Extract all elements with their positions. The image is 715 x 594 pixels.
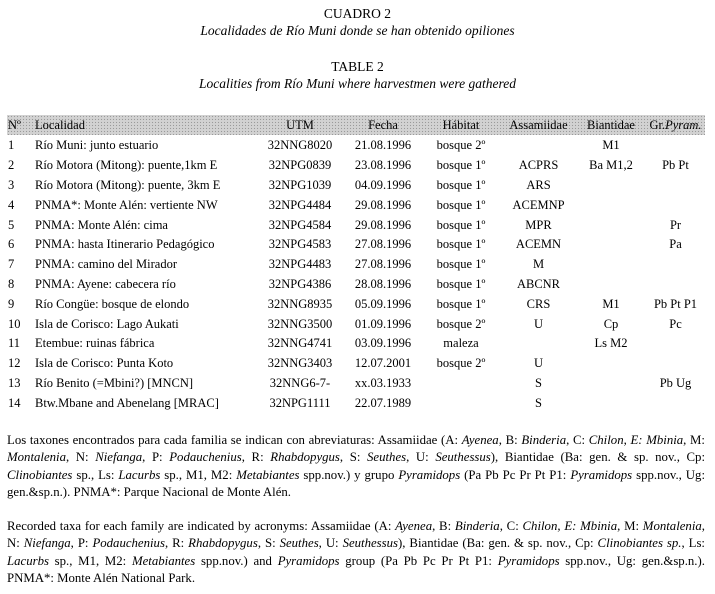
note-segment: Ayenea: [461, 433, 499, 447]
cell-assamiidae: CRS: [526, 296, 551, 311]
note-segment: Los taxones encontrados para cada familia se indican con abreviaturas: Assamiidae (A:: [7, 433, 462, 447]
cell-fecha: xx.03.1933: [354, 375, 412, 390]
cell-habitat: bosque 1º: [436, 276, 486, 291]
note-segment: Recorded taxa for each family are indicated by acronyms: Assamiidae (A:: [7, 519, 396, 533]
note-segment: Pyramidops: [277, 553, 340, 568]
note-segment: Clinobiantes: [7, 467, 73, 482]
header-assamiidae: Assamiidae: [509, 117, 568, 132]
cell-localidad: Río Motora (Mitong): puente,1km E: [35, 158, 218, 173]
cell-assamiidae: [501, 135, 576, 156]
header-biantidae: Biantidae: [587, 117, 635, 132]
note-segment: ), Biantidae (Ba: gen. & sp. nov., Cp:: [490, 450, 705, 465]
cell-fecha: 03.09.1996: [354, 336, 412, 351]
cell-localidad: PNMA: Ayene: cabecera río: [35, 276, 176, 291]
note-segment: , M:: [683, 433, 705, 447]
cell-utm: 32NNG6-7-: [269, 375, 331, 390]
cell-fecha: 28.08.1996: [354, 276, 412, 291]
cell-habitat: bosque 1º: [436, 177, 486, 192]
header-localidad: Localidad: [35, 117, 85, 132]
cell-biantidae: Ls M2: [594, 336, 628, 351]
cell-gr-pyram: [646, 135, 705, 156]
cell-utm: 32NPG1111: [269, 395, 331, 410]
cell-gr-pyram: [646, 334, 705, 354]
cell-number: 3: [8, 177, 15, 192]
cell-biantidae: [576, 176, 646, 196]
cell-gr-pyram: Pc: [669, 316, 682, 331]
cell-localidad: Btw.Mbane and Abenelang [MRAC]: [35, 395, 219, 410]
note-segment: sp., Ls:: [72, 467, 119, 482]
note-segment: , U:: [406, 450, 436, 465]
cell-localidad: Río Benito (=Mbini?) [MNCN]: [35, 375, 194, 390]
note-segment: Chilon, E: Mbinia: [588, 433, 684, 447]
cell-assamiidae: M: [532, 257, 545, 272]
note-segment: spp.nov.) and: [195, 553, 278, 568]
note-segment: Binderia: [454, 519, 500, 533]
note-segment: (Pa Pb Pc Pr Pt P1:: [460, 467, 571, 482]
table-row: [7, 354, 705, 374]
cell-gr-pyram: [646, 255, 705, 275]
note-segment: Clinobiantes sp.: [597, 536, 682, 551]
note-segment: Chilon, E: Mbinia: [522, 519, 618, 533]
cell-biantidae: M1: [602, 138, 620, 153]
header-fecha: Fecha: [368, 117, 398, 132]
cell-biantidae: [576, 393, 646, 413]
note-segment: Rhabdopygus: [270, 450, 340, 465]
table-row: [7, 314, 705, 334]
note-segment: Niefanga: [23, 536, 71, 551]
cell-localidad: Río Muni: junto estuario: [35, 138, 159, 153]
caption-title-english: TABLE 2: [331, 59, 384, 74]
cell-number: 11: [8, 336, 21, 351]
note-segment: Rhabdopygus: [188, 536, 258, 551]
note-segment: , M:: [617, 519, 643, 533]
cell-assamiidae: S: [535, 395, 542, 410]
note-segment: Metabiantes: [131, 553, 196, 568]
caption-title-spanish: CUADRO 2: [323, 6, 392, 21]
table-row: [7, 374, 705, 394]
cell-utm: 32NNG8935: [267, 296, 333, 311]
note-segment: Podauchenius: [92, 536, 165, 551]
note-segment: Seuthes: [367, 450, 407, 465]
cell-biantidae: [576, 354, 646, 374]
header-gr-italic: Pyram.: [665, 117, 702, 132]
cell-habitat: [421, 374, 501, 394]
caption-subtitle-spanish: Localidades de Río Muni donde se han obtenido opiliones: [200, 23, 515, 38]
note-segment: , N:: [66, 450, 96, 465]
cell-fecha: 21.08.1996: [354, 138, 412, 153]
cell-localidad: Isla de Corisco: Lago Aukati: [35, 316, 179, 331]
cell-habitat: bosque 1º: [436, 296, 486, 311]
cell-fecha: 01.09.1996: [354, 316, 412, 331]
cell-gr-pyram: Pr: [669, 217, 682, 232]
cell-biantidae: [576, 374, 646, 394]
cell-habitat: bosque 1º: [436, 257, 486, 272]
cell-number: 10: [8, 316, 21, 331]
note-segment: , C:: [499, 519, 523, 533]
cell-number: 4: [8, 197, 15, 212]
table-row: [7, 255, 705, 275]
cell-habitat: maleza: [443, 336, 479, 351]
cell-number: 13: [8, 375, 21, 390]
note-segment: Binderia: [521, 433, 567, 447]
cell-habitat: [421, 393, 501, 413]
cell-fecha: 29.08.1996: [354, 217, 412, 232]
cell-gr-pyram: Pb Pt: [662, 158, 689, 173]
note-segment: Pyramidops: [570, 467, 633, 482]
cell-biantidae: [576, 255, 646, 275]
caption-subtitle-english: Localities from Río Muni where harvestmen were gathered: [198, 76, 517, 91]
cell-localidad: PNMA: Monte Alén: cima: [35, 217, 168, 232]
cell-habitat: bosque 2º: [436, 138, 486, 153]
cell-number: 8: [8, 276, 15, 291]
note-segment: group (Pa Pb Pc Pr Pt P1:: [339, 553, 498, 568]
note-segment: sp., M1, M2:: [160, 467, 237, 482]
localities-table: [7, 115, 705, 413]
cell-assamiidae: S: [535, 375, 542, 390]
note-segment: , P:: [142, 450, 170, 465]
cell-gr-pyram: [646, 354, 705, 374]
cell-assamiidae: ABCNR: [516, 276, 561, 291]
cell-utm: 32NPG4584: [268, 217, 332, 232]
cell-biantidae: [576, 275, 646, 295]
cell-fecha: 05.09.1996: [354, 296, 412, 311]
cell-biantidae: [576, 235, 646, 255]
note-segment: , S:: [257, 536, 280, 551]
note-segment: , Ls:: [681, 536, 705, 551]
cell-number: 2: [8, 158, 15, 173]
cell-number: 12: [8, 356, 21, 371]
cell-localidad: Río Congüe: bosque de elondo: [35, 296, 190, 311]
cell-fecha: 22.07.1989: [354, 395, 412, 410]
cell-number: 5: [8, 217, 15, 232]
cell-utm: 32NPG4583: [268, 237, 332, 252]
cell-fecha: 29.08.1996: [354, 197, 412, 212]
table-row: [7, 215, 705, 235]
cell-localidad: Isla de Corisco: Punta Koto: [35, 356, 174, 371]
cell-biantidae: Ba M1,2: [589, 158, 633, 173]
note-segment: spp.nov., Ug: gen.&sp.n.). PNMA*: Parque Nacional de Monte Alén.: [7, 467, 705, 499]
table-row: [7, 334, 705, 354]
table-row: [7, 135, 705, 156]
cell-localidad: Etembue: ruinas fábrica: [35, 336, 155, 351]
cell-assamiidae: U: [533, 356, 544, 371]
cell-number: 6: [8, 237, 15, 252]
cell-habitat: bosque 1º: [436, 158, 486, 173]
note-segment: Lacurbs: [7, 553, 49, 568]
table-row: [7, 195, 705, 215]
header-gr-pyram: [646, 115, 705, 135]
note-segment: Metabiantes: [236, 467, 300, 482]
cell-number: 7: [8, 257, 15, 272]
legend-note-spanish: [7, 432, 705, 501]
cell-utm: 32NNG4741: [267, 336, 333, 351]
cell-number: 14: [8, 395, 21, 410]
cell-assamiidae: ACEMNP: [512, 197, 565, 212]
cell-biantidae: [576, 215, 646, 235]
note-segment: Montalenia: [642, 519, 702, 533]
table-row: [7, 156, 705, 176]
cell-number: 9: [8, 296, 15, 311]
cell-gr-pyram: Pb Ug: [659, 375, 692, 390]
note-segment: Niefanga: [95, 450, 143, 465]
note-segment: Seuthessus: [435, 450, 491, 465]
cell-biantidae: [576, 195, 646, 215]
table-row: [7, 294, 705, 314]
cell-localidad: Río Motora (Mitong): puente, 3km E: [35, 177, 221, 192]
cell-localidad: PNMA*: Monte Alén: vertiente NW: [35, 197, 218, 212]
cell-assamiidae: MPR: [525, 217, 552, 232]
cell-assamiidae: U: [533, 316, 544, 331]
cell-localidad: PNMA: hasta Itinerario Pedagógico: [35, 237, 215, 252]
note-segment: , N:: [7, 519, 705, 551]
header-utm: UTM: [286, 117, 314, 132]
cell-fecha: 12.07.2001: [354, 356, 412, 371]
table-row: [7, 393, 705, 413]
note-segment: , R:: [241, 450, 271, 465]
cell-gr-pyram: [646, 275, 705, 295]
note-segment: , B:: [432, 519, 455, 533]
cell-habitat: bosque 2º: [436, 356, 486, 371]
header-habitat: Hábitat: [442, 117, 480, 132]
cell-number: 1: [8, 138, 15, 153]
table-header: [7, 115, 705, 135]
cell-biantidae: M1: [602, 296, 620, 311]
cell-utm: 32NNG8020: [267, 138, 333, 153]
table-body: [7, 135, 705, 413]
cell-localidad: PNMA: camino del Mirador: [35, 257, 177, 272]
cell-habitat: bosque 2º: [436, 316, 486, 331]
header-number: Nº: [8, 117, 21, 132]
cell-fecha: 23.08.1996: [354, 158, 412, 173]
cell-habitat: bosque 1º: [436, 217, 486, 232]
caption-spanish: [0, 5, 715, 39]
cell-gr-pyram: [646, 176, 705, 196]
cell-assamiidae: ACPRS: [518, 158, 559, 173]
note-segment: Seuthessus: [342, 536, 399, 551]
note-segment: Pyramidops: [398, 467, 461, 482]
header-gr-prefix: Gr.: [649, 117, 666, 132]
table-row: [7, 176, 705, 196]
note-segment: Montalenia: [7, 450, 66, 465]
note-segment: Pyramidops: [497, 553, 560, 568]
cell-assamiidae: ACEMN: [515, 237, 562, 252]
cell-fecha: 27.08.1996: [354, 237, 412, 252]
note-segment: , U:: [318, 536, 343, 551]
note-segment: sp., M1, M2:: [48, 553, 132, 568]
note-segment: spp.nov., Ug: gen.&sp.n.). PNMA*: Monte Alén National Park.: [7, 553, 705, 585]
note-segment: ), Biantidae (Ba: gen. & sp. nov., Cp:: [398, 536, 598, 551]
header-row: [7, 115, 705, 135]
note-segment: Ayenea: [395, 519, 433, 533]
cell-habitat: bosque 1º: [436, 237, 486, 252]
cell-assamiidae: ARS: [526, 177, 551, 192]
caption-english: [0, 58, 715, 92]
cell-utm: 32NPG1039: [268, 177, 332, 192]
cell-fecha: 27.08.1996: [354, 257, 412, 272]
cell-utm: 32NPG0839: [268, 158, 332, 173]
cell-gr-pyram: [646, 393, 705, 413]
table-row: [7, 235, 705, 255]
cell-gr-pyram: Pa: [669, 237, 682, 252]
cell-utm: 32NNG3500: [267, 316, 333, 331]
note-segment: , S:: [339, 450, 368, 465]
note-segment: , P:: [70, 536, 93, 551]
note-segment: , R:: [164, 536, 189, 551]
note-segment: Podauchenius: [169, 450, 242, 465]
note-segment: Seuthes: [279, 536, 319, 551]
cell-utm: 32NPG4386: [268, 276, 332, 291]
cell-gr-pyram: Pb Pt P1: [653, 296, 698, 311]
note-segment: , B:: [498, 433, 522, 447]
cell-utm: 32NNG3403: [267, 356, 333, 371]
cell-gr-pyram: [646, 195, 705, 215]
legend-note-english: [7, 518, 705, 587]
cell-biantidae: Cp: [603, 316, 619, 331]
cell-fecha: 04.09.1996: [354, 177, 412, 192]
note-segment: , C:: [566, 433, 589, 447]
note-segment: Lacurbs: [118, 467, 161, 482]
cell-utm: 32NPG4484: [268, 197, 332, 212]
cell-habitat: bosque 1º: [436, 197, 486, 212]
note-segment: spp.nov.) y grupo: [299, 467, 399, 482]
cell-utm: 32NPG4483: [268, 257, 332, 272]
table-row: [7, 275, 705, 295]
cell-assamiidae: [501, 334, 576, 354]
